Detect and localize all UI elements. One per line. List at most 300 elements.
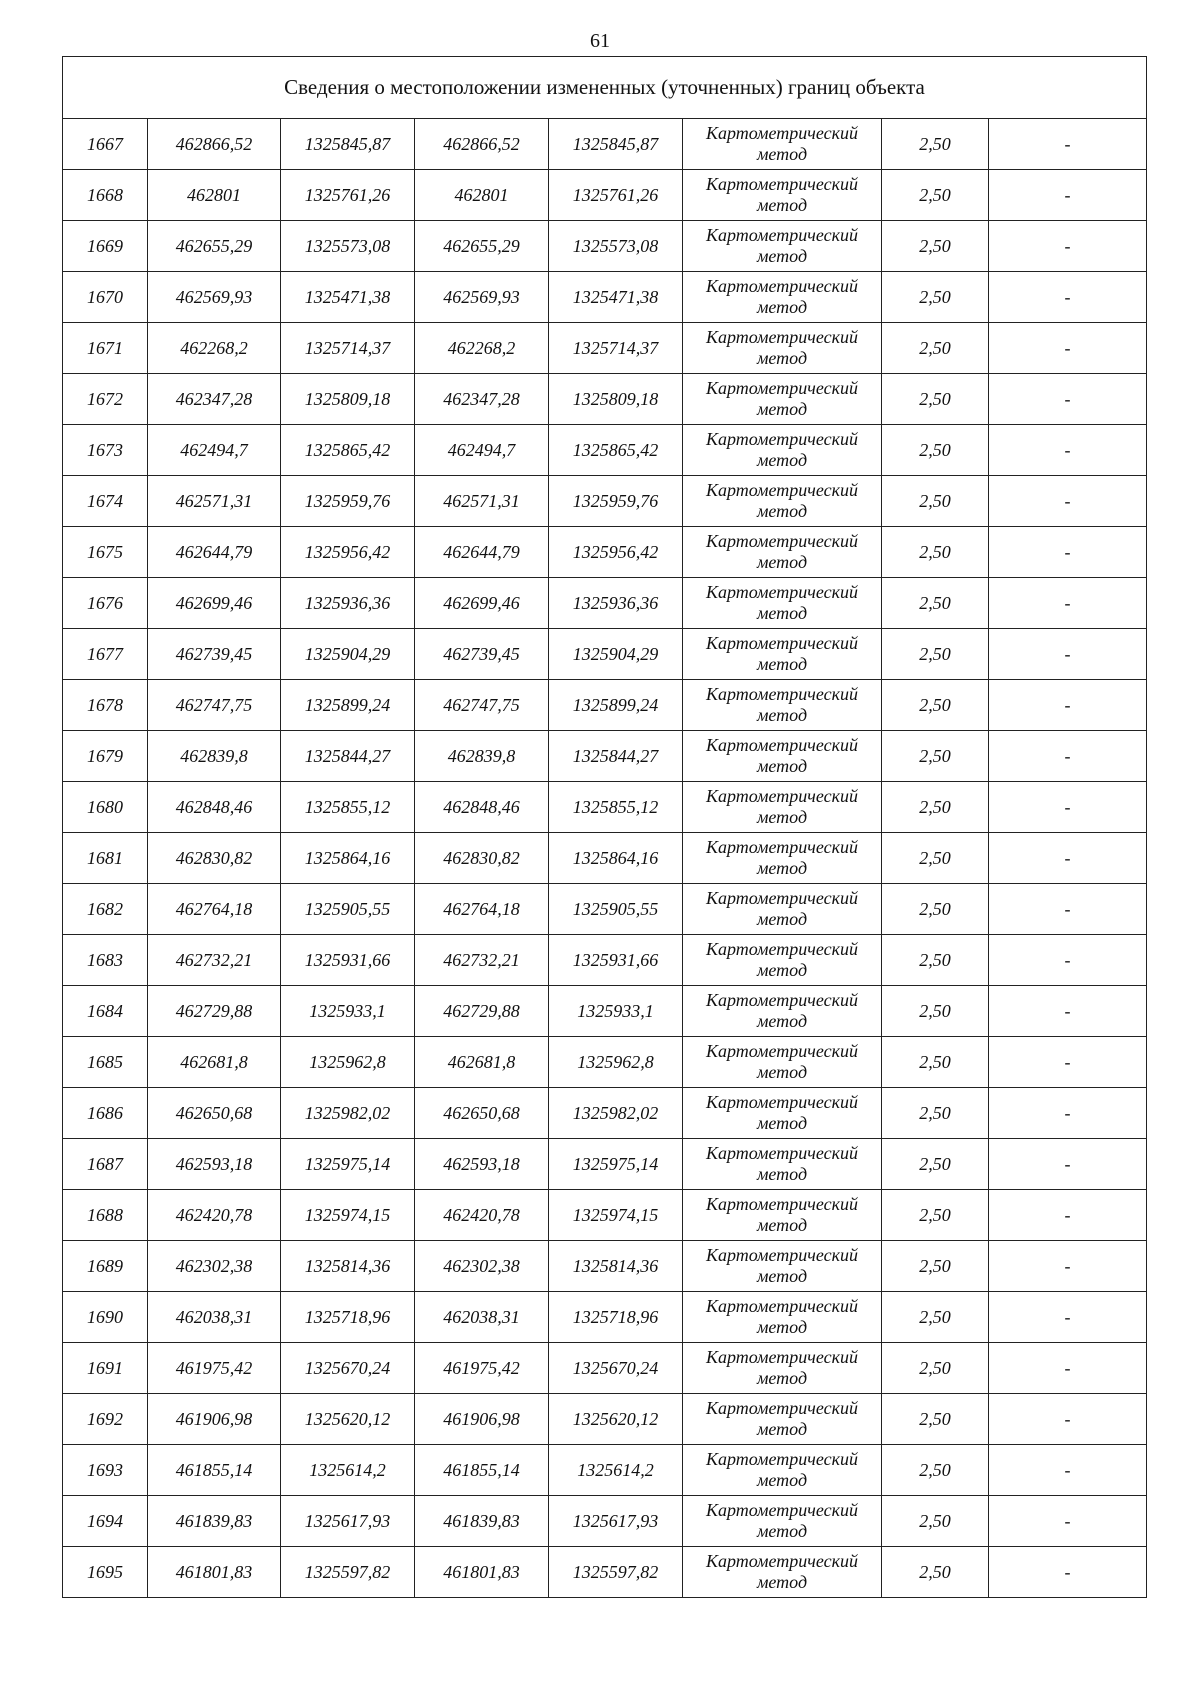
table-row bbox=[63, 884, 1147, 935]
accuracy-cell: 2,50 bbox=[882, 1343, 989, 1394]
method-line-2: метод bbox=[756, 1266, 808, 1286]
y-new-cell: 1325761,26 bbox=[549, 170, 683, 221]
y-existing-cell: 1325845,87 bbox=[281, 119, 415, 170]
table-row bbox=[63, 1547, 1147, 1598]
table-row bbox=[63, 1343, 1147, 1394]
y-new-cell: 1325959,76 bbox=[549, 476, 683, 527]
table-row bbox=[63, 170, 1147, 221]
method-line-2: метод bbox=[756, 144, 808, 164]
notes-cell: - bbox=[989, 476, 1147, 527]
x-existing-cell: 462571,31 bbox=[148, 476, 281, 527]
x-existing-cell: 462494,7 bbox=[148, 425, 281, 476]
x-existing-cell: 461906,98 bbox=[148, 1394, 281, 1445]
point-number-cell: 1678 bbox=[63, 680, 148, 731]
y-new-cell: 1325573,08 bbox=[549, 221, 683, 272]
point-number-cell: 1680 bbox=[63, 782, 148, 833]
boundary-table-container bbox=[62, 56, 1146, 1598]
x-new-cell: 462801 bbox=[415, 170, 549, 221]
y-existing-cell: 1325962,8 bbox=[281, 1037, 415, 1088]
notes-cell: - bbox=[989, 1343, 1147, 1394]
table-row bbox=[63, 1292, 1147, 1343]
table-row bbox=[63, 1394, 1147, 1445]
x-existing-cell: 462655,29 bbox=[148, 221, 281, 272]
notes-cell: - bbox=[989, 170, 1147, 221]
method-line-1: Картометрический bbox=[705, 1398, 858, 1418]
notes-cell: - bbox=[989, 272, 1147, 323]
y-new-cell: 1325933,1 bbox=[549, 986, 683, 1037]
method-cell bbox=[683, 935, 882, 986]
point-number-cell: 1688 bbox=[63, 1190, 148, 1241]
y-new-cell: 1325714,37 bbox=[549, 323, 683, 374]
y-existing-cell: 1325614,2 bbox=[281, 1445, 415, 1496]
y-existing-cell: 1325620,12 bbox=[281, 1394, 415, 1445]
method-cell bbox=[683, 1139, 882, 1190]
y-existing-cell: 1325905,55 bbox=[281, 884, 415, 935]
y-existing-cell: 1325573,08 bbox=[281, 221, 415, 272]
notes-cell: - bbox=[989, 884, 1147, 935]
y-new-cell: 1325982,02 bbox=[549, 1088, 683, 1139]
table-row bbox=[63, 476, 1147, 527]
method-line-2: метод bbox=[756, 1572, 808, 1592]
accuracy-cell: 2,50 bbox=[882, 527, 989, 578]
method-cell bbox=[683, 476, 882, 527]
method-line-1: Картометрический bbox=[705, 888, 858, 908]
method-line-2: метод bbox=[756, 807, 808, 827]
y-existing-cell: 1325974,15 bbox=[281, 1190, 415, 1241]
x-existing-cell: 462569,93 bbox=[148, 272, 281, 323]
method-line-1: Картометрический bbox=[705, 633, 858, 653]
x-new-cell: 462420,78 bbox=[415, 1190, 549, 1241]
accuracy-cell: 2,50 bbox=[882, 884, 989, 935]
accuracy-cell: 2,50 bbox=[882, 1139, 989, 1190]
table-row bbox=[63, 1496, 1147, 1547]
y-existing-cell: 1325809,18 bbox=[281, 374, 415, 425]
method-cell bbox=[683, 1190, 882, 1241]
x-existing-cell: 462866,52 bbox=[148, 119, 281, 170]
point-number-cell: 1687 bbox=[63, 1139, 148, 1190]
table-row bbox=[63, 374, 1147, 425]
method-cell bbox=[683, 680, 882, 731]
y-existing-cell: 1325933,1 bbox=[281, 986, 415, 1037]
table-row bbox=[63, 782, 1147, 833]
table-row bbox=[63, 425, 1147, 476]
x-existing-cell: 462420,78 bbox=[148, 1190, 281, 1241]
notes-cell: - bbox=[989, 1292, 1147, 1343]
x-existing-cell: 462729,88 bbox=[148, 986, 281, 1037]
method-line-2: метод bbox=[756, 960, 808, 980]
method-line-2: метод bbox=[756, 348, 808, 368]
y-existing-cell: 1325844,27 bbox=[281, 731, 415, 782]
method-line-2: метод bbox=[756, 909, 808, 929]
y-existing-cell: 1325617,93 bbox=[281, 1496, 415, 1547]
method-cell bbox=[683, 1394, 882, 1445]
method-cell bbox=[683, 1241, 882, 1292]
method-cell bbox=[683, 833, 882, 884]
method-line-1: Картометрический bbox=[705, 1449, 858, 1469]
method-line-2: метод bbox=[756, 1419, 808, 1439]
table-row bbox=[63, 119, 1147, 170]
method-cell bbox=[683, 221, 882, 272]
notes-cell: - bbox=[989, 1088, 1147, 1139]
accuracy-cell: 2,50 bbox=[882, 629, 989, 680]
method-line-2: метод bbox=[756, 756, 808, 776]
x-new-cell: 462571,31 bbox=[415, 476, 549, 527]
accuracy-cell: 2,50 bbox=[882, 119, 989, 170]
y-existing-cell: 1325718,96 bbox=[281, 1292, 415, 1343]
x-existing-cell: 461801,83 bbox=[148, 1547, 281, 1598]
x-new-cell: 462268,2 bbox=[415, 323, 549, 374]
method-line-2: метод bbox=[756, 399, 808, 419]
method-line-1: Картометрический bbox=[705, 1551, 858, 1571]
x-new-cell: 462302,38 bbox=[415, 1241, 549, 1292]
method-line-1: Картометрический bbox=[705, 276, 858, 296]
notes-cell: - bbox=[989, 1445, 1147, 1496]
y-existing-cell: 1325959,76 bbox=[281, 476, 415, 527]
table-row bbox=[63, 221, 1147, 272]
y-existing-cell: 1325904,29 bbox=[281, 629, 415, 680]
method-line-1: Картометрический bbox=[705, 582, 858, 602]
method-line-1: Картометрический bbox=[705, 837, 858, 857]
x-existing-cell: 461975,42 bbox=[148, 1343, 281, 1394]
x-existing-cell: 462347,28 bbox=[148, 374, 281, 425]
y-new-cell: 1325814,36 bbox=[549, 1241, 683, 1292]
notes-cell: - bbox=[989, 833, 1147, 884]
y-new-cell: 1325962,8 bbox=[549, 1037, 683, 1088]
method-cell bbox=[683, 527, 882, 578]
accuracy-cell: 2,50 bbox=[882, 680, 989, 731]
method-cell bbox=[683, 731, 882, 782]
notes-cell: - bbox=[989, 680, 1147, 731]
table-row bbox=[63, 1037, 1147, 1088]
notes-cell: - bbox=[989, 935, 1147, 986]
y-new-cell: 1325899,24 bbox=[549, 680, 683, 731]
x-existing-cell: 462764,18 bbox=[148, 884, 281, 935]
method-line-2: метод bbox=[756, 1062, 808, 1082]
y-existing-cell: 1325864,16 bbox=[281, 833, 415, 884]
x-existing-cell: 462593,18 bbox=[148, 1139, 281, 1190]
method-line-1: Картометрический bbox=[705, 786, 858, 806]
accuracy-cell: 2,50 bbox=[882, 782, 989, 833]
notes-cell: - bbox=[989, 1547, 1147, 1598]
method-cell bbox=[683, 1037, 882, 1088]
y-new-cell: 1325931,66 bbox=[549, 935, 683, 986]
method-line-1: Картометрический bbox=[705, 990, 858, 1010]
point-number-cell: 1670 bbox=[63, 272, 148, 323]
table-row bbox=[63, 527, 1147, 578]
y-existing-cell: 1325714,37 bbox=[281, 323, 415, 374]
method-line-2: метод bbox=[756, 1470, 808, 1490]
accuracy-cell: 2,50 bbox=[882, 1292, 989, 1343]
method-line-2: метод bbox=[756, 1521, 808, 1541]
x-existing-cell: 462681,8 bbox=[148, 1037, 281, 1088]
method-line-1: Картометрический bbox=[705, 1041, 858, 1061]
x-new-cell: 461801,83 bbox=[415, 1547, 549, 1598]
accuracy-cell: 2,50 bbox=[882, 221, 989, 272]
y-new-cell: 1325718,96 bbox=[549, 1292, 683, 1343]
method-line-1: Картометрический bbox=[705, 327, 858, 347]
notes-cell: - bbox=[989, 323, 1147, 374]
x-new-cell: 462650,68 bbox=[415, 1088, 549, 1139]
method-line-1: Картометрический bbox=[705, 939, 858, 959]
method-line-2: метод bbox=[756, 705, 808, 725]
accuracy-cell: 2,50 bbox=[882, 935, 989, 986]
accuracy-cell: 2,50 bbox=[882, 323, 989, 374]
y-new-cell: 1325471,38 bbox=[549, 272, 683, 323]
method-cell bbox=[683, 1445, 882, 1496]
method-line-1: Картометрический bbox=[705, 1194, 858, 1214]
y-new-cell: 1325844,27 bbox=[549, 731, 683, 782]
y-existing-cell: 1325597,82 bbox=[281, 1547, 415, 1598]
method-line-1: Картометрический bbox=[705, 1500, 858, 1520]
method-line-1: Картометрический bbox=[705, 378, 858, 398]
method-line-2: метод bbox=[756, 1011, 808, 1031]
method-line-2: метод bbox=[756, 1368, 808, 1388]
x-new-cell: 462038,31 bbox=[415, 1292, 549, 1343]
point-number-cell: 1679 bbox=[63, 731, 148, 782]
accuracy-cell: 2,50 bbox=[882, 1394, 989, 1445]
method-line-2: метод bbox=[756, 552, 808, 572]
table-body bbox=[63, 119, 1147, 1598]
notes-cell: - bbox=[989, 782, 1147, 833]
accuracy-cell: 2,50 bbox=[882, 170, 989, 221]
method-line-1: Картометрический bbox=[705, 174, 858, 194]
y-existing-cell: 1325471,38 bbox=[281, 272, 415, 323]
method-cell bbox=[683, 1496, 882, 1547]
method-line-1: Картометрический bbox=[705, 1092, 858, 1112]
y-existing-cell: 1325931,66 bbox=[281, 935, 415, 986]
notes-cell: - bbox=[989, 1496, 1147, 1547]
method-cell bbox=[683, 986, 882, 1037]
point-number-cell: 1675 bbox=[63, 527, 148, 578]
method-cell bbox=[683, 119, 882, 170]
method-cell bbox=[683, 425, 882, 476]
x-new-cell: 462655,29 bbox=[415, 221, 549, 272]
accuracy-cell: 2,50 bbox=[882, 731, 989, 782]
y-new-cell: 1325904,29 bbox=[549, 629, 683, 680]
point-number-cell: 1668 bbox=[63, 170, 148, 221]
y-existing-cell: 1325899,24 bbox=[281, 680, 415, 731]
method-line-2: метод bbox=[756, 603, 808, 623]
x-existing-cell: 462848,46 bbox=[148, 782, 281, 833]
x-new-cell: 462681,8 bbox=[415, 1037, 549, 1088]
method-line-2: метод bbox=[756, 450, 808, 470]
x-new-cell: 462593,18 bbox=[415, 1139, 549, 1190]
point-number-cell: 1667 bbox=[63, 119, 148, 170]
method-line-1: Картометрический bbox=[705, 531, 858, 551]
y-new-cell: 1325864,16 bbox=[549, 833, 683, 884]
method-line-1: Картометрический bbox=[705, 735, 858, 755]
method-line-2: метод bbox=[756, 1215, 808, 1235]
x-new-cell: 462739,45 bbox=[415, 629, 549, 680]
y-new-cell: 1325617,93 bbox=[549, 1496, 683, 1547]
notes-cell: - bbox=[989, 425, 1147, 476]
x-existing-cell: 462644,79 bbox=[148, 527, 281, 578]
y-existing-cell: 1325975,14 bbox=[281, 1139, 415, 1190]
point-number-cell: 1683 bbox=[63, 935, 148, 986]
x-new-cell: 462732,21 bbox=[415, 935, 549, 986]
method-line-1: Картометрический bbox=[705, 1347, 858, 1367]
accuracy-cell: 2,50 bbox=[882, 1496, 989, 1547]
notes-cell: - bbox=[989, 578, 1147, 629]
table-row bbox=[63, 272, 1147, 323]
point-number-cell: 1673 bbox=[63, 425, 148, 476]
notes-cell: - bbox=[989, 527, 1147, 578]
y-existing-cell: 1325761,26 bbox=[281, 170, 415, 221]
point-number-cell: 1674 bbox=[63, 476, 148, 527]
x-new-cell: 461855,14 bbox=[415, 1445, 549, 1496]
method-line-2: метод bbox=[756, 246, 808, 266]
method-cell bbox=[683, 170, 882, 221]
accuracy-cell: 2,50 bbox=[882, 425, 989, 476]
notes-cell: - bbox=[989, 1190, 1147, 1241]
y-new-cell: 1325975,14 bbox=[549, 1139, 683, 1190]
method-line-2: метод bbox=[756, 1164, 808, 1184]
accuracy-cell: 2,50 bbox=[882, 1037, 989, 1088]
x-new-cell: 461975,42 bbox=[415, 1343, 549, 1394]
x-new-cell: 462839,8 bbox=[415, 731, 549, 782]
accuracy-cell: 2,50 bbox=[882, 476, 989, 527]
table-row bbox=[63, 1139, 1147, 1190]
point-number-cell: 1694 bbox=[63, 1496, 148, 1547]
point-number-cell: 1692 bbox=[63, 1394, 148, 1445]
method-line-2: метод bbox=[756, 501, 808, 521]
point-number-cell: 1672 bbox=[63, 374, 148, 425]
table-row bbox=[63, 578, 1147, 629]
y-existing-cell: 1325956,42 bbox=[281, 527, 415, 578]
point-number-cell: 1681 bbox=[63, 833, 148, 884]
accuracy-cell: 2,50 bbox=[882, 1547, 989, 1598]
y-existing-cell: 1325936,36 bbox=[281, 578, 415, 629]
x-new-cell: 462699,46 bbox=[415, 578, 549, 629]
table-row bbox=[63, 833, 1147, 884]
point-number-cell: 1684 bbox=[63, 986, 148, 1037]
x-existing-cell: 462739,45 bbox=[148, 629, 281, 680]
x-new-cell: 462569,93 bbox=[415, 272, 549, 323]
x-existing-cell: 461839,83 bbox=[148, 1496, 281, 1547]
method-line-2: метод bbox=[756, 1317, 808, 1337]
x-existing-cell: 462747,75 bbox=[148, 680, 281, 731]
x-new-cell: 462644,79 bbox=[415, 527, 549, 578]
notes-cell: - bbox=[989, 374, 1147, 425]
x-existing-cell: 462699,46 bbox=[148, 578, 281, 629]
x-existing-cell: 462839,8 bbox=[148, 731, 281, 782]
notes-cell: - bbox=[989, 1139, 1147, 1190]
x-existing-cell: 462268,2 bbox=[148, 323, 281, 374]
table-row bbox=[63, 629, 1147, 680]
notes-cell: - bbox=[989, 1037, 1147, 1088]
x-existing-cell: 462830,82 bbox=[148, 833, 281, 884]
method-cell bbox=[683, 1547, 882, 1598]
point-number-cell: 1691 bbox=[63, 1343, 148, 1394]
method-cell bbox=[683, 1292, 882, 1343]
method-line-1: Картометрический bbox=[705, 684, 858, 704]
notes-cell: - bbox=[989, 1394, 1147, 1445]
accuracy-cell: 2,50 bbox=[882, 272, 989, 323]
method-cell bbox=[683, 578, 882, 629]
method-line-1: Картометрический bbox=[705, 225, 858, 245]
point-number-cell: 1685 bbox=[63, 1037, 148, 1088]
page-number: 61 bbox=[590, 30, 610, 52]
point-number-cell: 1676 bbox=[63, 578, 148, 629]
point-number-cell: 1682 bbox=[63, 884, 148, 935]
method-line-1: Картометрический bbox=[705, 429, 858, 449]
point-number-cell: 1671 bbox=[63, 323, 148, 374]
point-number-cell: 1689 bbox=[63, 1241, 148, 1292]
accuracy-cell: 2,50 bbox=[882, 833, 989, 884]
notes-cell: - bbox=[989, 1241, 1147, 1292]
point-number-cell: 1677 bbox=[63, 629, 148, 680]
method-line-1: Картометрический bbox=[705, 1296, 858, 1316]
x-existing-cell: 462732,21 bbox=[148, 935, 281, 986]
x-new-cell: 462494,7 bbox=[415, 425, 549, 476]
table-row bbox=[63, 986, 1147, 1037]
method-cell bbox=[683, 323, 882, 374]
notes-cell: - bbox=[989, 731, 1147, 782]
table-row bbox=[63, 1190, 1147, 1241]
y-new-cell: 1325620,12 bbox=[549, 1394, 683, 1445]
y-new-cell: 1325905,55 bbox=[549, 884, 683, 935]
y-new-cell: 1325956,42 bbox=[549, 527, 683, 578]
y-new-cell: 1325855,12 bbox=[549, 782, 683, 833]
table-row bbox=[63, 1241, 1147, 1292]
y-new-cell: 1325597,82 bbox=[549, 1547, 683, 1598]
boundary-points-table bbox=[62, 56, 1147, 1598]
y-new-cell: 1325809,18 bbox=[549, 374, 683, 425]
method-line-2: метод bbox=[756, 1113, 808, 1133]
table-row bbox=[63, 323, 1147, 374]
notes-cell: - bbox=[989, 221, 1147, 272]
method-line-1: Картометрический bbox=[705, 480, 858, 500]
method-cell bbox=[683, 782, 882, 833]
method-line-1: Картометрический bbox=[705, 123, 858, 143]
x-existing-cell: 462801 bbox=[148, 170, 281, 221]
y-existing-cell: 1325855,12 bbox=[281, 782, 415, 833]
y-existing-cell: 1325982,02 bbox=[281, 1088, 415, 1139]
notes-cell: - bbox=[989, 629, 1147, 680]
y-new-cell: 1325865,42 bbox=[549, 425, 683, 476]
point-number-cell: 1669 bbox=[63, 221, 148, 272]
y-new-cell: 1325670,24 bbox=[549, 1343, 683, 1394]
method-cell bbox=[683, 629, 882, 680]
x-existing-cell: 462302,38 bbox=[148, 1241, 281, 1292]
accuracy-cell: 2,50 bbox=[882, 986, 989, 1037]
accuracy-cell: 2,50 bbox=[882, 374, 989, 425]
method-line-2: метод bbox=[756, 654, 808, 674]
point-number-cell: 1690 bbox=[63, 1292, 148, 1343]
notes-cell: - bbox=[989, 119, 1147, 170]
x-new-cell: 462729,88 bbox=[415, 986, 549, 1037]
x-existing-cell: 462650,68 bbox=[148, 1088, 281, 1139]
accuracy-cell: 2,50 bbox=[882, 1088, 989, 1139]
method-cell bbox=[683, 884, 882, 935]
method-line-2: метод bbox=[756, 858, 808, 878]
table-row bbox=[63, 731, 1147, 782]
method-line-2: метод bbox=[756, 297, 808, 317]
accuracy-cell: 2,50 bbox=[882, 1445, 989, 1496]
x-existing-cell: 462038,31 bbox=[148, 1292, 281, 1343]
y-existing-cell: 1325865,42 bbox=[281, 425, 415, 476]
table-row bbox=[63, 1088, 1147, 1139]
method-line-1: Картометрический bbox=[705, 1143, 858, 1163]
x-new-cell: 461839,83 bbox=[415, 1496, 549, 1547]
x-new-cell: 462747,75 bbox=[415, 680, 549, 731]
x-new-cell: 462848,46 bbox=[415, 782, 549, 833]
method-cell bbox=[683, 374, 882, 425]
method-cell bbox=[683, 1088, 882, 1139]
method-cell bbox=[683, 272, 882, 323]
table-row bbox=[63, 1445, 1147, 1496]
y-new-cell: 1325614,2 bbox=[549, 1445, 683, 1496]
